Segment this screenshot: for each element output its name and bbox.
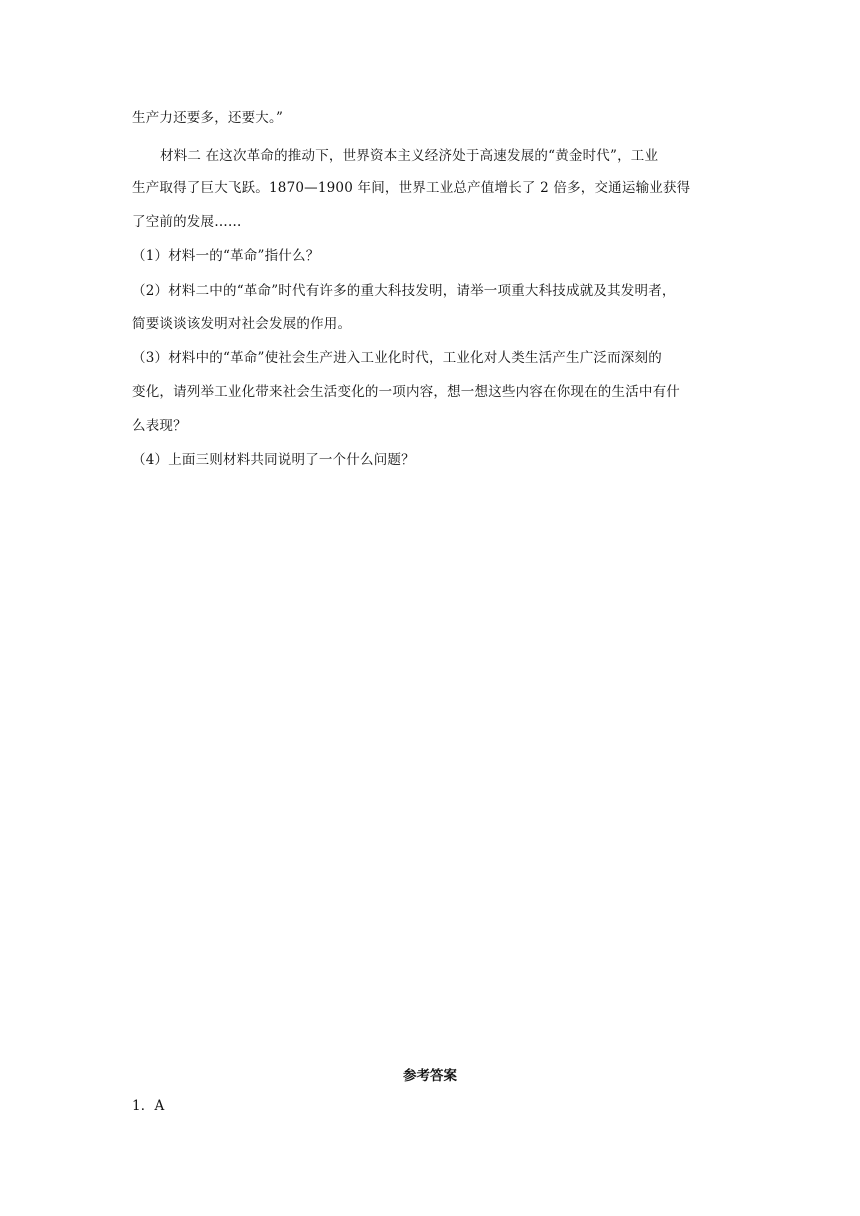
text-line-transport-development: 了空前的发展……: [132, 214, 242, 230]
answers-heading: 参考答案: [403, 1068, 457, 1084]
text-line-production-growth: 生产取得了巨大飞跃。1870—1900 年间，世界工业总产值增长了 2 倍多，交通运输业获得: [132, 180, 691, 196]
text-line-material-two: 材料二 在这次革命的推动下，世界资本主义经济处于高速发展的“黄金时代”，工业: [160, 148, 659, 164]
text-line-productivity: 生产力还要多，还要大。”: [132, 110, 284, 126]
question-3-line-2: 变化，请列举工业化带来社会生活变化的一项内容，想一想这些内容在你现在的生活中有什: [132, 384, 680, 400]
question-2-line-2: 简要谈谈该发明对社会发展的作用。: [132, 316, 352, 332]
question-2-line-1: （2）材料二中的“革命”时代有许多的重大科技发明，请举一项重大科技成就及其发明者，: [132, 283, 676, 299]
question-1: （1）材料一的“革命”指什么？: [132, 248, 320, 264]
question-3-line-1: （3）材料中的“革命”使社会生产进入工业化时代，工业化对人类生活产生广泛而深刻的: [132, 350, 662, 366]
question-4: （4）上面三则材料共同说明了一个什么问题？: [132, 452, 415, 468]
question-3-line-3: 么表现？: [132, 418, 187, 434]
answer-1: 1．A: [132, 1098, 165, 1114]
